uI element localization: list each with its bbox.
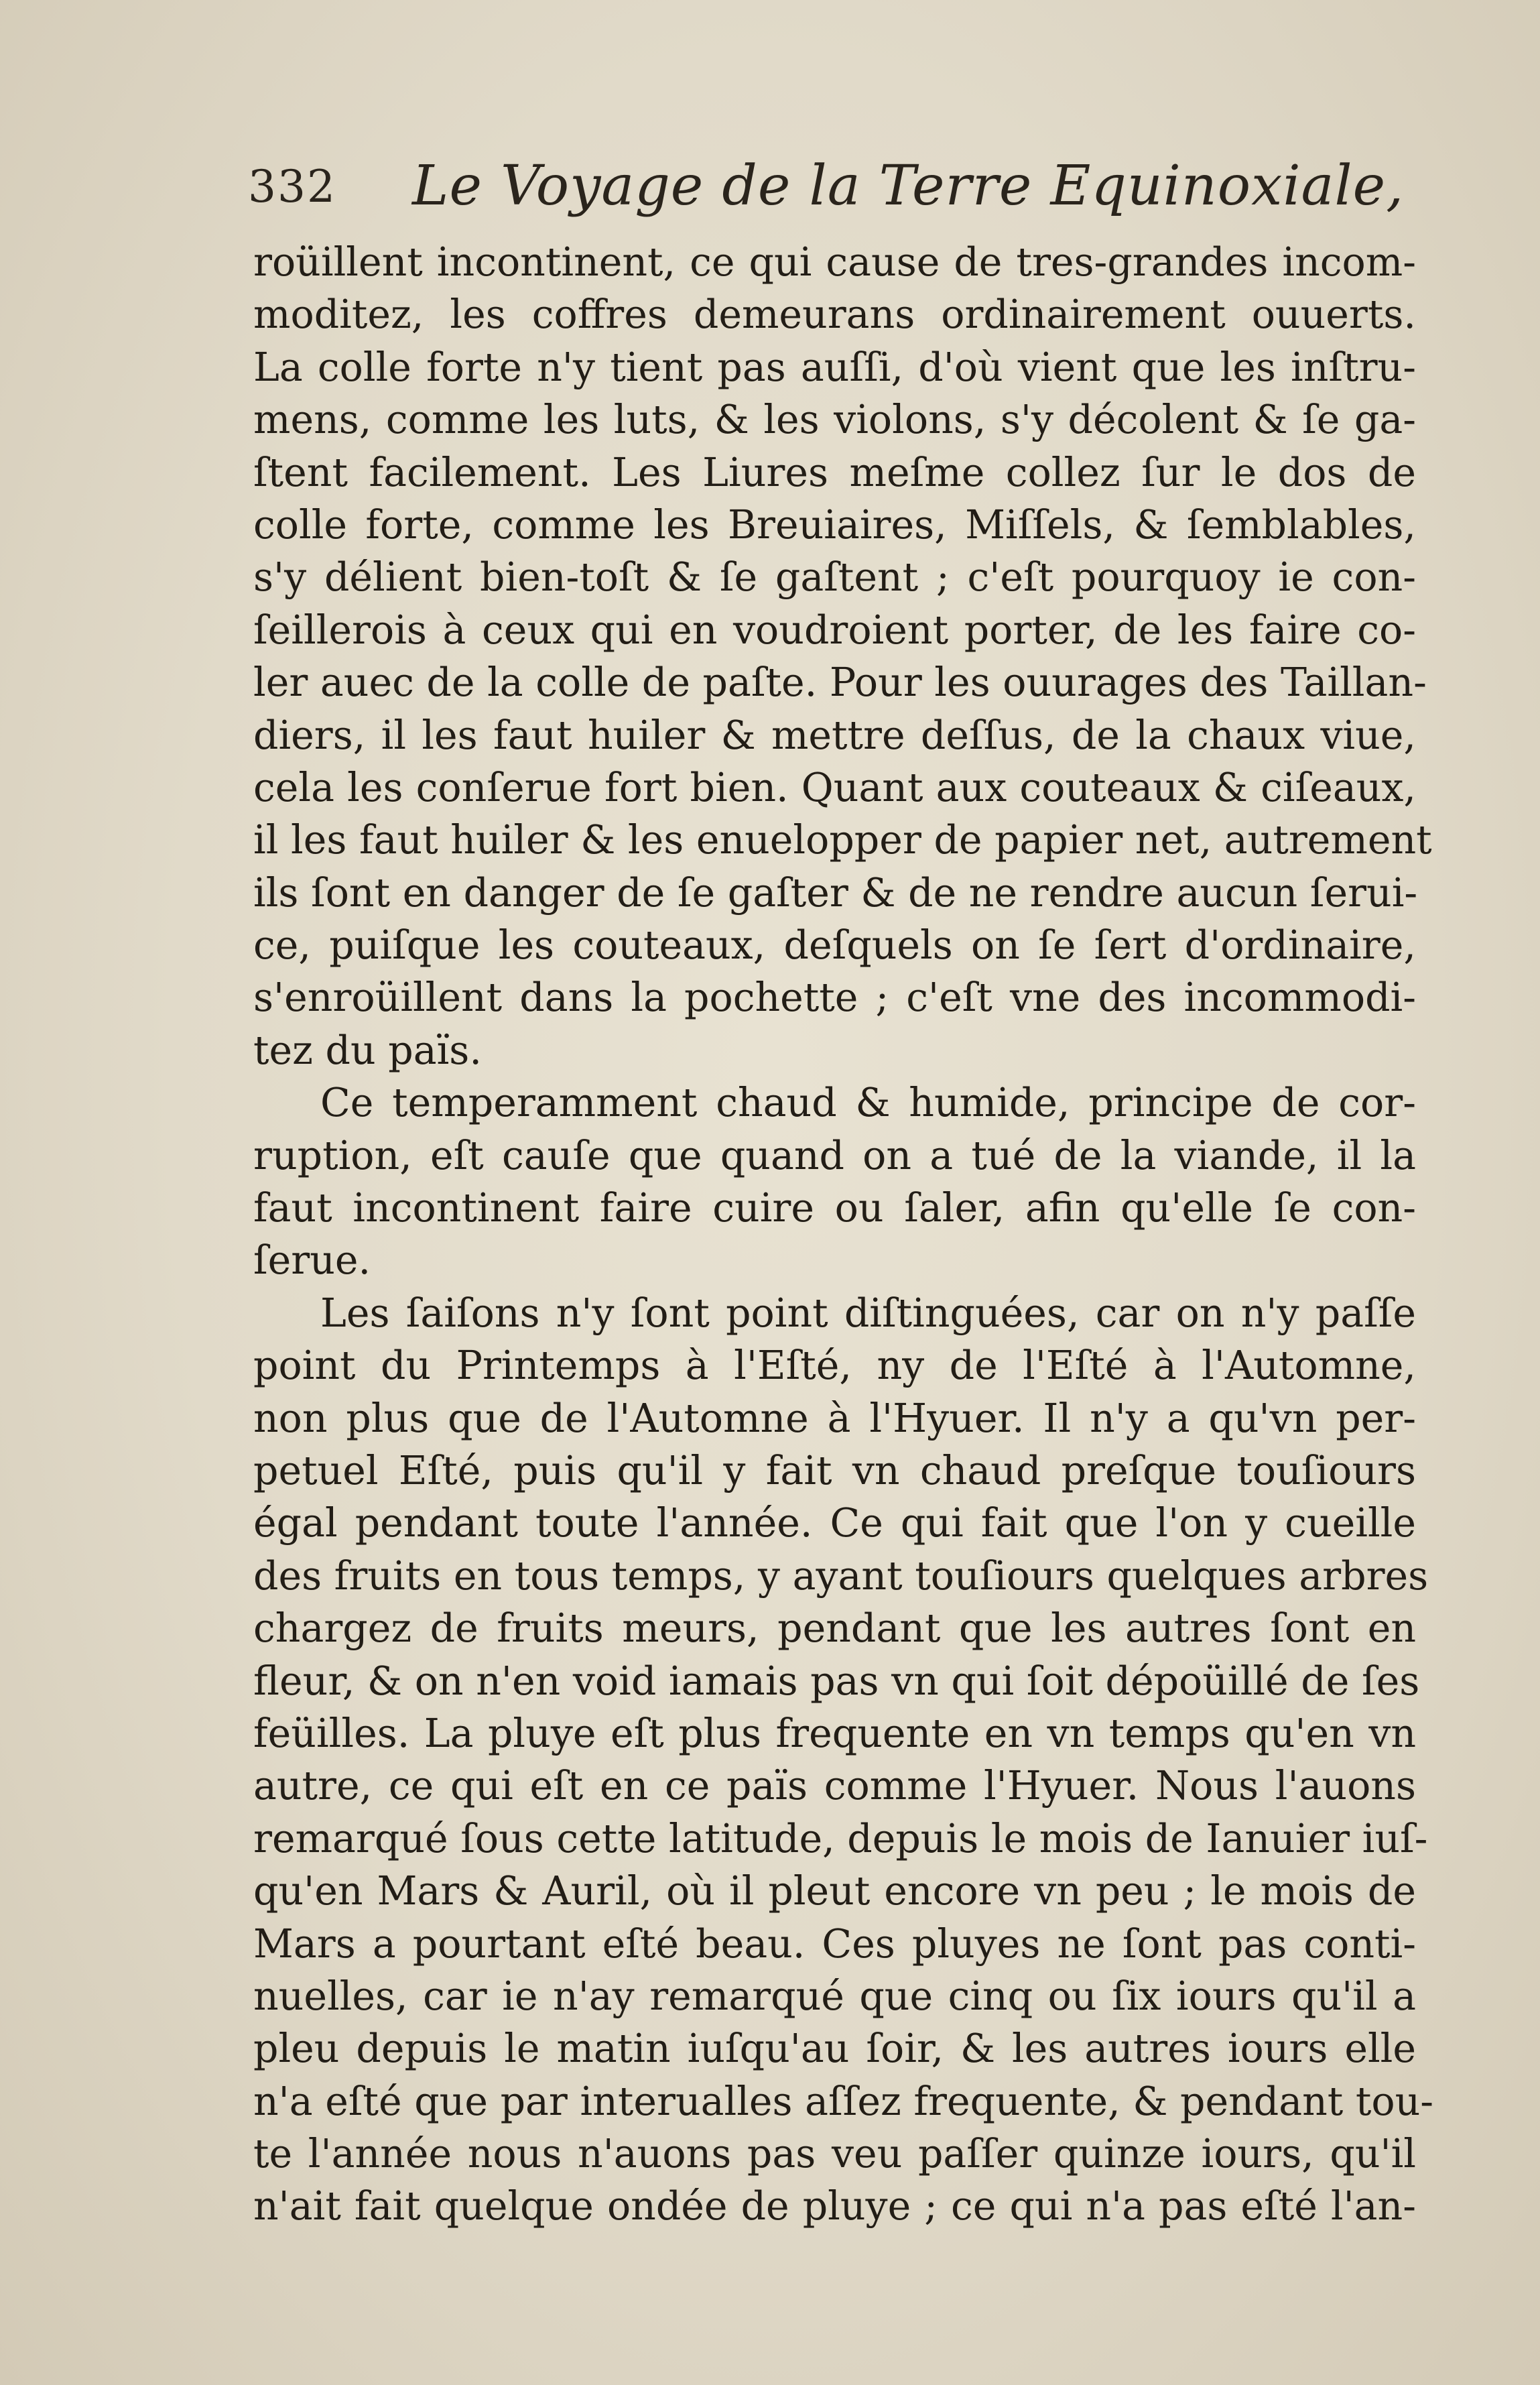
text-line: point du Printemps à l'Eſté, ny de l'Eſté à l'Automne, <box>253 1343 1416 1389</box>
text-line: diers, il les faut huiler & mettre deſſus, de la chaux viue, <box>253 712 1416 758</box>
text-line: ler auec de la colle de paſte. Pour les ouurages des Taillan- <box>253 660 1427 706</box>
running-header <box>248 154 1405 228</box>
text-line: il les faut huiler & les enuelopper de papier net, autrement <box>253 817 1432 863</box>
page-number: 332 <box>248 161 336 212</box>
text-line: non plus que de l'Automne à l'Hyuer. Il n'y a qu'vn per- <box>253 1395 1416 1441</box>
text-line: s'enroüillent dans la pochette ; c'eſt vne des incommodi- <box>253 975 1416 1021</box>
text-line: égal pendant toute l'année. Ce qui fait que l'on y cueille <box>253 1500 1416 1546</box>
text-line: remarqué ſous cette latitude, depuis le mois de Ianuier iuſ- <box>253 1815 1428 1861</box>
text-line: tez du païs. <box>253 1027 482 1073</box>
text-line: faut incontinent faire cuire ou ſaler, afin qu'elle ſe con- <box>253 1185 1416 1231</box>
text-line: Mars a pourtant eſté beau. Ces pluyes ne ſont pas conti- <box>253 1920 1416 1967</box>
text-line: cela les conſerue fort bien. Quant aux couteaux & ciſeaux, <box>253 764 1416 810</box>
text-line: te l'année nous n'auons pas veu paſſer quinze iours, qu'il <box>253 2131 1416 2177</box>
text-line: s'y délient bien-toſt & ſe gaſtent ; c'eſt pourquoy ie con- <box>253 554 1416 601</box>
text-line: ſtent facilement. Les Liures meſme collez ſur le dos de <box>253 449 1416 495</box>
text-line: colle forte, comme les Breuiaires, Miſſels, & ſemblables, <box>253 501 1416 548</box>
text-line: roüillent incontinent, ce qui cause de tres-grandes incom- <box>253 239 1416 285</box>
body-text <box>253 236 1434 2233</box>
text-line: des fruits en tous temps, y ayant touſiours quelques arbres <box>253 1552 1429 1599</box>
text-line: ce, puiſque les couteaux, deſquels on ſe ſert d'ordinaire, <box>253 922 1416 969</box>
running-title: Le Voyage de la Terre Equinoxiale, <box>412 154 1405 218</box>
text-line: ſeillerois à ceux qui en voudroient porter, de les faire co- <box>253 607 1416 653</box>
paragraph-start-line: Les ſaiſons n'y ſont point diſtinguées, car on n'y paſſe <box>320 1290 1416 1336</box>
text-line: pleu depuis le matin iuſqu'au ſoir, & les autres iours elle <box>253 2026 1416 2072</box>
text-line: nuelles, car ie n'ay remarqué que cinq ou ſix iours qu'il a <box>253 1973 1416 2019</box>
text-line: petuel Eſté, puis qu'il y fait vn chaud preſque touſiours <box>253 1447 1416 1493</box>
text-line: autre, ce qui eſt en ce païs comme l'Hyuer. Nous l'auons <box>253 1763 1416 1809</box>
text-line: feüilles. La pluye eſt plus frequente en vn temps qu'en vn <box>253 1710 1416 1756</box>
text-line: mens, comme les luts, & les violons, s'y décolent & ſe ga- <box>253 397 1416 443</box>
text-line: n'a eſté que par interualles aſſez frequente, & pendant tou- <box>253 2078 1434 2124</box>
text-line: n'ait fait quelque ondée de pluye ; ce qui n'a pas eſté l'an- <box>253 2183 1416 2229</box>
text-line: chargez de fruits meurs, pendant que les autres ſont en <box>253 1605 1416 1652</box>
text-line: La colle forte n'y tient pas auſſi, d'où vient que les inſtru- <box>253 344 1416 390</box>
text-line: ſerue. <box>253 1237 371 1284</box>
text-line: ruption, eſt cauſe que quand on a tué de la viande, il la <box>253 1132 1416 1178</box>
text-line: moditez, les coffres demeurans ordinairement ouuerts. <box>253 292 1416 338</box>
text-line: fleur, & on n'en void iamais pas vn qui ſoit dépoüillé de ſes <box>253 1658 1420 1704</box>
paragraph-start-line: Ce temperamment chaud & humide, principe de cor- <box>320 1080 1416 1126</box>
text-line: ils ſont en danger de ſe gaſter & de ne rendre aucun ſerui- <box>253 869 1418 916</box>
text-line: qu'en Mars & Auril, où il pleut encore vn peu ; le mois de <box>253 1868 1416 1914</box>
